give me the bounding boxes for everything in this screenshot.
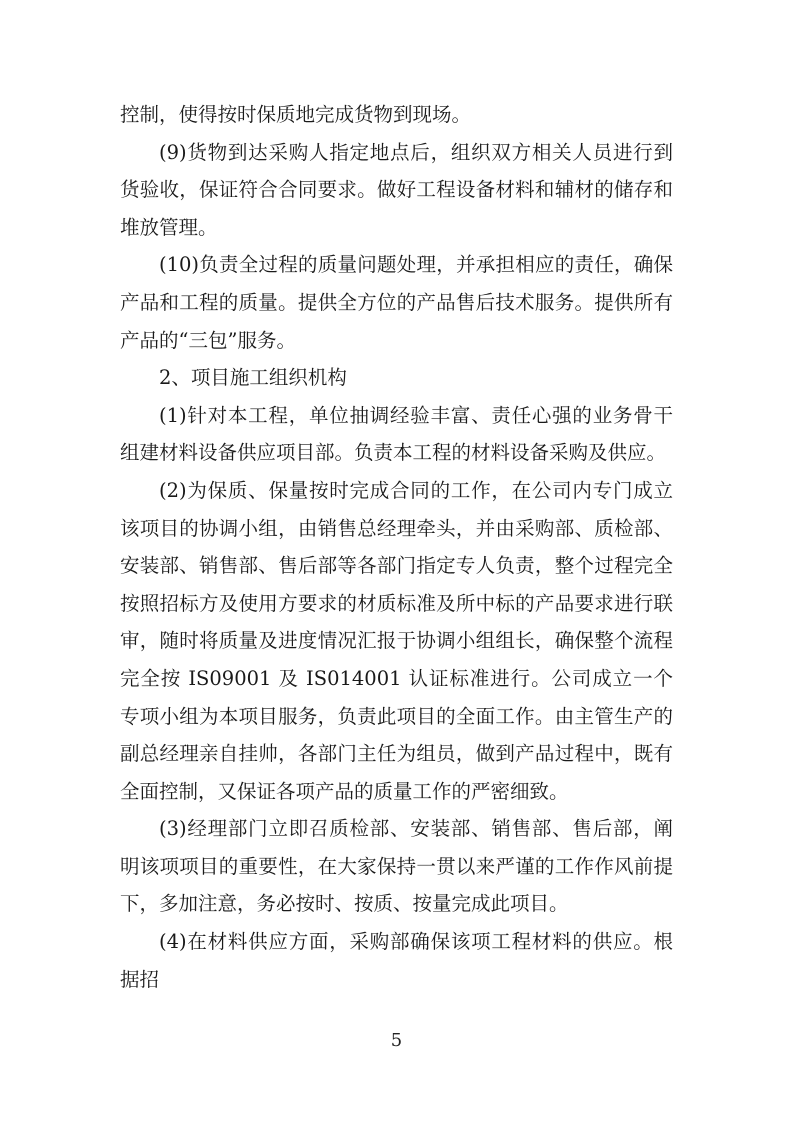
- document-body: [120, 96, 673, 998]
- paragraph-item-9: (9)货物到达采购人指定地点后，组织双方相关人员进行到货验收，保证符合合同要求。做好工程设备材料和辅材的储存和堆放管理。: [120, 140, 673, 239]
- paragraph-item-2: (2)为保质、保量按时完成合同的工作，在公司内专门成立该项目的协调小组，由销售总经理牵头，并由采购部、质检部、安装部、销售部、售后部等各部门指定专人负责，整个过程完全按照招标方及使用方要求的材质标准及所中标的产品要求进行联审，随时将质量及进度情况汇报于协调小组组长，确保整个流程完全按 IS09001 及 IS014001 认证标准进行。公司成立一个专项小组为本项目服务，负责此项目的全面工作。由主管生产的副总经理亲自挂帅，各部门主任为组员，做到产品过程中，既有全面控制，又保证各项产品的质量工作的严密细致。: [120, 478, 673, 803]
- page-number: 5: [390, 1030, 403, 1051]
- paragraph-item-3: (3)经理部门立即召质检部、安装部、销售部、售后部，阐明该项项目的重要性，在大家保持一贯以来严谨的工作作风前提下，多加注意，务必按时、按质、按量完成此项目。: [120, 817, 673, 916]
- paragraph-item-1: (1)针对本工程，单位抽调经验丰富、责任心强的业务骨干组建材料设备供应项目部。负责本工程的材料设备采购及供应。: [120, 403, 673, 465]
- paragraph-item-10: (10)负责全过程的质量问题处理，并承担相应的责任，确保产品和工程的质量。提供全方位的产品售后技术服务。提供所有产品的“三包”服务。: [120, 253, 673, 352]
- section-heading-organization: 2、项目施工组织机构: [159, 366, 347, 390]
- paragraph-item-4: (4)在材料供应方面，采购部确保该项工程材料的供应。根据招: [120, 930, 673, 991]
- paragraph-continuation: 控制，使得按时保质地完成货物到现场。: [120, 103, 472, 126]
